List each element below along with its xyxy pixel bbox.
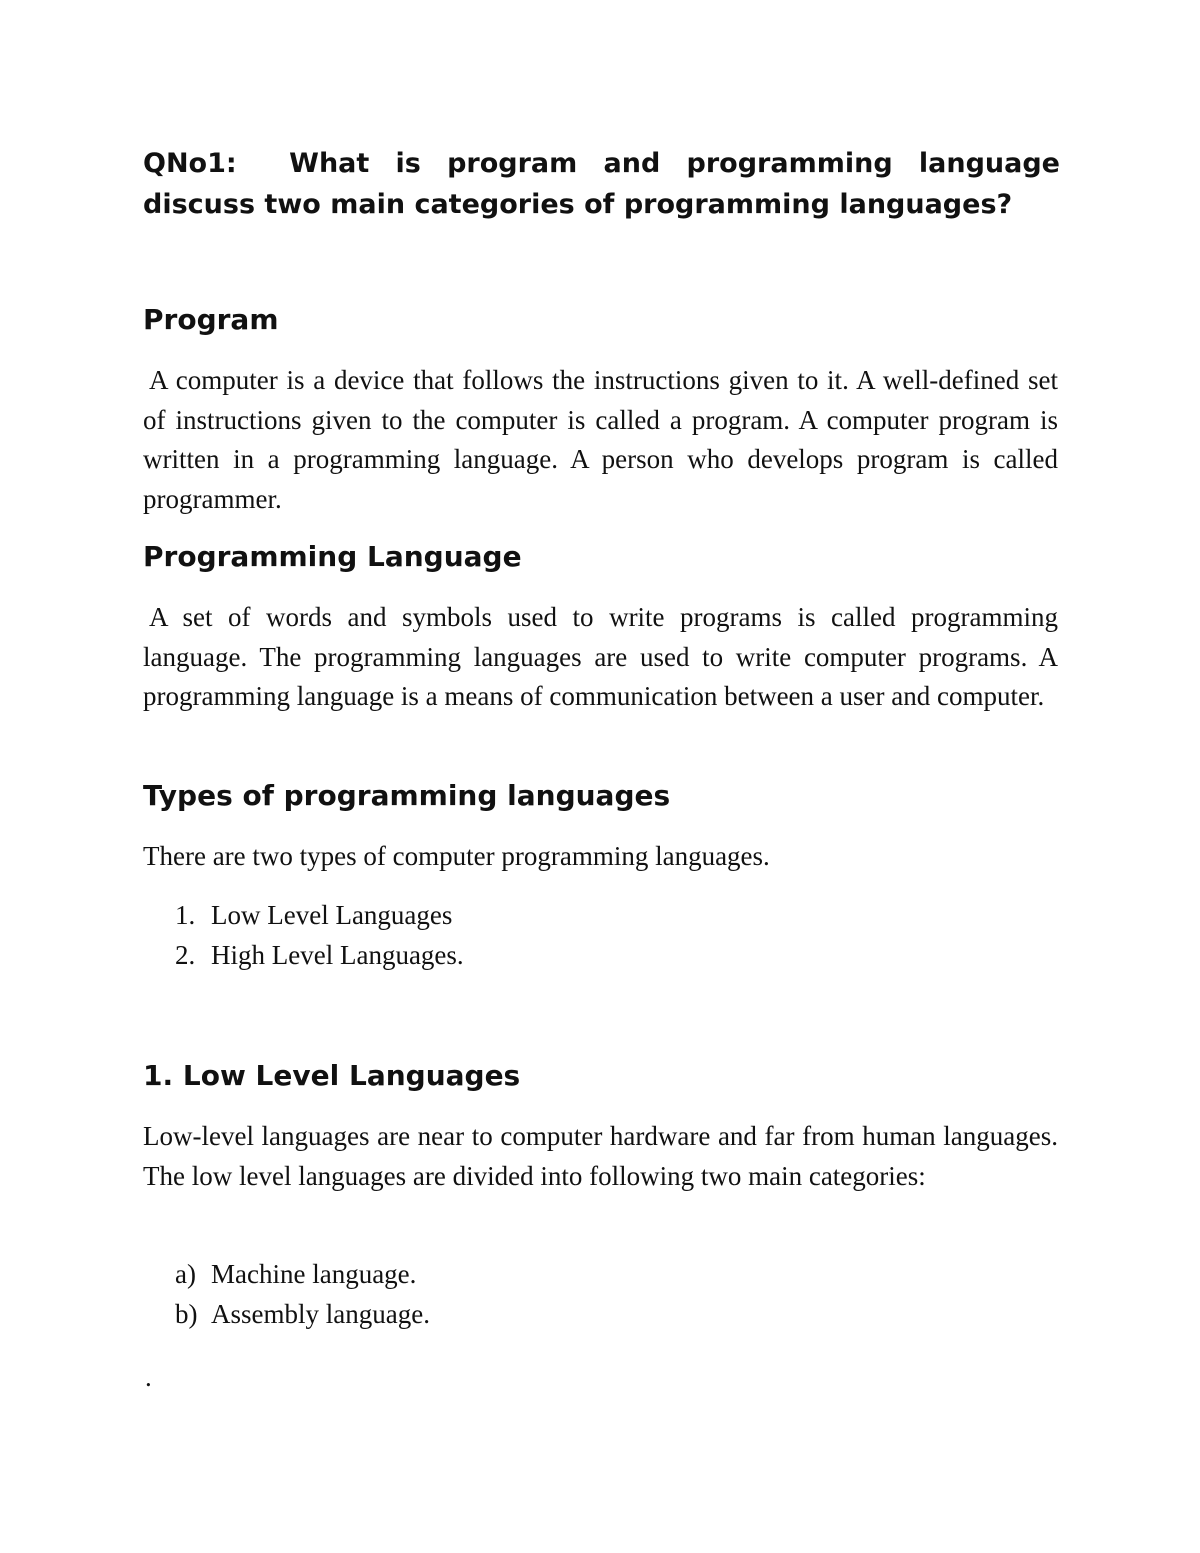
paragraph-low-level: Low-level languages are near to computer hardware and far from human languages. The low level languages are divided into following two main categories: (143, 1121, 1058, 1191)
low-level-list (175, 1255, 430, 1334)
paragraph-programming-language: A set of words and symbols used to write programs is called programming language. The programming languages are used to write computer programs. A programming language is a means of communication between a user and computer. (143, 602, 1058, 711)
paragraph-program: A computer is a device that follows the instructions given to it. A well-defined set of instructions given to the computer is called a program. A computer program is written in a programming language. A person who develops program is called programmer. (143, 365, 1058, 514)
list-marker: 2. (175, 939, 196, 970)
list-item (175, 1295, 430, 1335)
list-item-label: Machine language. (211, 1259, 417, 1289)
list-marker: b) (175, 1298, 198, 1329)
list-marker: 1. (175, 900, 196, 930)
question-text: What is program and programming language discuss two main categories of programming languages? (143, 148, 1060, 220)
list-item (175, 896, 464, 936)
list-item-label: High Level Languages. (211, 939, 464, 970)
paragraph-types-intro: There are two types of computer programming languages. (143, 841, 770, 871)
heading-types: Types of programming languages (143, 779, 671, 812)
question-label: QNo1: (143, 148, 237, 179)
list-item-label: Assembly language. (211, 1298, 430, 1329)
heading-program: Program (143, 303, 279, 336)
heading-low-level: 1. Low Level Languages (143, 1059, 521, 1092)
list-marker: a) (175, 1259, 196, 1289)
heading-programming-language: Programming Language (143, 540, 522, 573)
list-item (175, 1255, 430, 1295)
question-title (143, 143, 1060, 225)
list-item-label: Low Level Languages (211, 900, 453, 930)
types-list (175, 896, 464, 975)
list-item (175, 936, 464, 976)
trailing-period: . (145, 1362, 152, 1392)
